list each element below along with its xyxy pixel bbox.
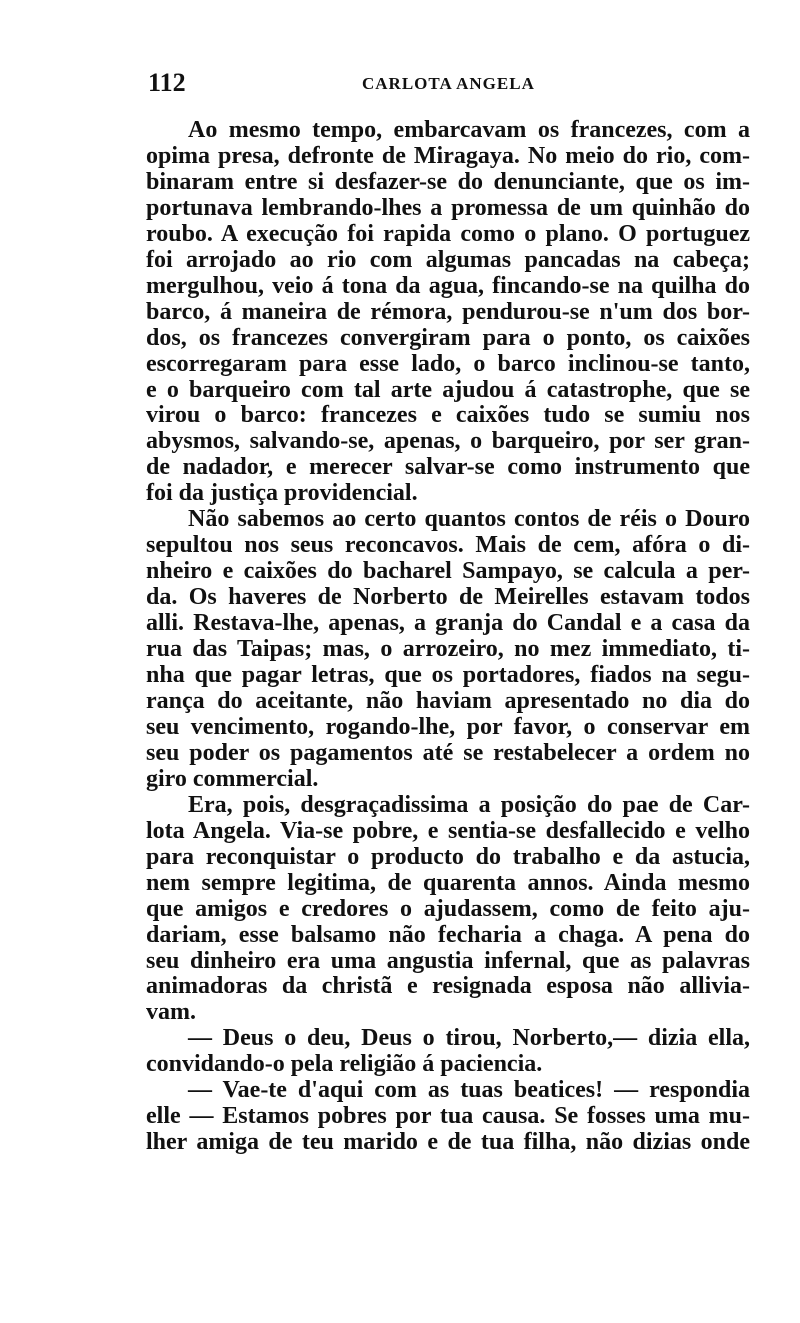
text-line: binaram entre si desfazer-se do denunciante, que os im- bbox=[146, 168, 750, 195]
text-line: vam. bbox=[146, 999, 196, 1026]
page-number: 112 bbox=[148, 68, 186, 97]
text-line: — Deus o deu, Deus o tirou, Norberto,— dizia ella, bbox=[188, 1025, 750, 1052]
text-line: nha que pagar letras, que os portadores, fiados na segu- bbox=[146, 662, 750, 689]
body-text bbox=[146, 118, 750, 1156]
text-line: que amigos e credores o ajudassem, como de feito aju- bbox=[146, 895, 750, 922]
text-line: escorregaram para esse lado, o barco inclinou-se tanto, bbox=[146, 350, 750, 377]
text-line: elle — Estamos pobres por tua causa. Se fosses uma mu- bbox=[146, 1103, 750, 1130]
text-line: seu vencimento, rogando-lhe, por favor, o conservar em bbox=[146, 713, 750, 740]
text-line: — Vae-te d'aqui com as tuas beatices! — respondia bbox=[188, 1077, 750, 1104]
text-line: rança do aceitante, não haviam apresentado no dia do bbox=[146, 687, 750, 714]
text-line: foi arrojado ao rio com algumas pancadas na cabeça; bbox=[146, 246, 750, 273]
text-line: lher amiga de teu marido e de tua filha, não dizias onde bbox=[146, 1129, 750, 1156]
text-line: opima presa, defronte de Miragaya. No meio do rio, com- bbox=[146, 142, 750, 169]
text-line: de nadador, e merecer salvar-se como instrumento que bbox=[146, 454, 750, 481]
text-line: animadoras da christã e resignada esposa não allivia- bbox=[146, 973, 750, 1000]
text-line: seu poder os pagamentos até se restabelecer a ordem no bbox=[146, 739, 750, 766]
page-header bbox=[148, 68, 748, 100]
text-line: nheiro e caixões do bacharel Sampayo, se calcula a per- bbox=[146, 558, 750, 585]
running-head: CARLOTA ANGELA bbox=[362, 74, 535, 93]
text-line: dos, os francezes convergiram para o ponto, os caixões bbox=[146, 324, 750, 351]
text-line: mergulhou, veio á tona da agua, fincando-se na quilha do bbox=[146, 272, 750, 299]
text-line: sepultou nos seus reconcavos. Mais de cem, afóra o di- bbox=[146, 532, 750, 559]
text-line: convidando-o pela religião á paciencia. bbox=[146, 1051, 543, 1078]
text-line: rua das Taipas; mas, o arrozeiro, no mez immediato, ti- bbox=[146, 636, 750, 663]
text-line: abysmos, salvando-se, apenas, o barqueiro, por ser gran- bbox=[146, 428, 750, 455]
text-line: Não sabemos ao certo quantos contos de réis o Douro bbox=[188, 506, 750, 533]
text-line: giro commercial. bbox=[146, 765, 319, 792]
text-line: portunava lembrando-lhes a promessa de um quinhão do bbox=[146, 194, 750, 221]
text-line: virou o barco: francezes e caixões tudo se sumiu nos bbox=[146, 402, 750, 429]
text-line: nem sempre legitima, de quarenta annos. Ainda mesmo bbox=[146, 869, 750, 896]
text-line: dariam, esse balsamo não fecharia a chaga. A pena do bbox=[146, 921, 750, 948]
text-line: foi da justiça providencial. bbox=[146, 480, 418, 507]
text-line: barco, á maneira de rémora, pendurou-se n'um dos bor- bbox=[146, 298, 750, 325]
text-line: e o barqueiro com tal arte ajudou á catastrophe, que se bbox=[146, 376, 750, 403]
text-line: roubo. A execução foi rapida como o plano. O portuguez bbox=[146, 220, 750, 247]
text-line: alli. Restava-lhe, apenas, a granja do Candal e a casa da bbox=[146, 610, 750, 637]
text-line: Era, pois, desgraçadissima a posição do pae de Car- bbox=[188, 791, 750, 818]
text-line: lota Angela. Via-se pobre, e sentia-se desfallecido e velho bbox=[146, 817, 750, 844]
text-line: da. Os haveres de Norberto de Meirelles estavam todos bbox=[146, 584, 750, 611]
text-line: para reconquistar o producto do trabalho e da astucia, bbox=[146, 843, 750, 870]
text-line: Ao mesmo tempo, embarcavam os francezes, com a bbox=[188, 117, 750, 143]
text-line: seu dinheiro era uma angustia infernal, que as palavras bbox=[146, 947, 750, 974]
